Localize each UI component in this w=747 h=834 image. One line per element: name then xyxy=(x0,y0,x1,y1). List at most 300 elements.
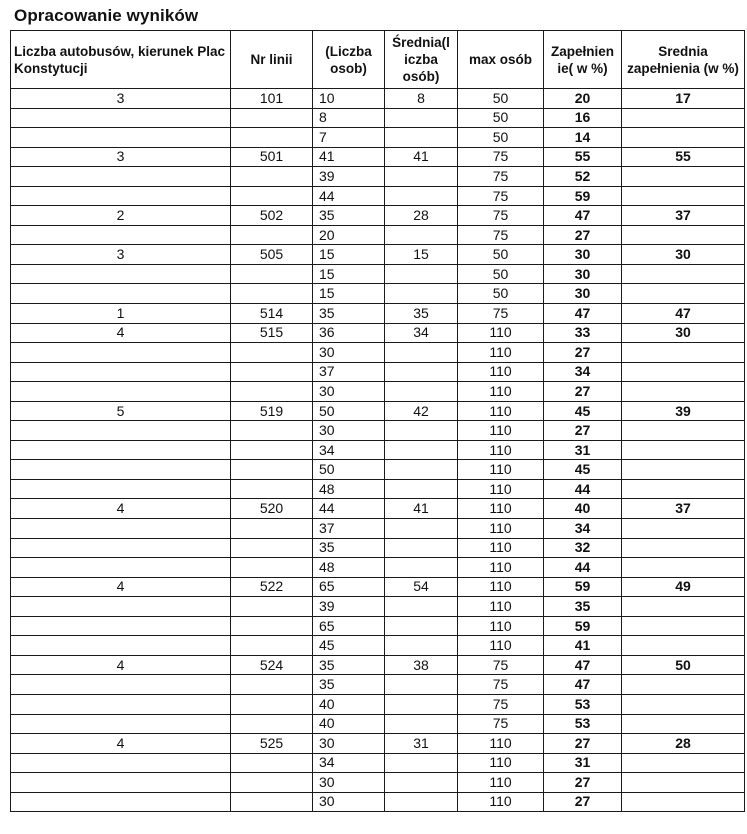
passenger-count-cell: 37 xyxy=(313,519,385,539)
passenger-count-cell: 65 xyxy=(313,616,385,636)
line-number-cell xyxy=(231,773,313,793)
average-occupancy-cell xyxy=(622,538,745,558)
line-number-cell xyxy=(231,694,313,714)
occupancy-cell: 52 xyxy=(544,167,622,187)
max-passengers-cell: 75 xyxy=(458,167,544,187)
bus-count-cell xyxy=(11,675,231,695)
average-occupancy-cell xyxy=(622,128,745,148)
passenger-count-cell: 35 xyxy=(313,304,385,324)
results-table xyxy=(10,30,745,812)
average-occupancy-cell xyxy=(622,479,745,499)
passenger-count-cell: 35 xyxy=(313,206,385,226)
table-row xyxy=(11,499,745,519)
occupancy-cell: 34 xyxy=(544,362,622,382)
passenger-count-cell: 30 xyxy=(313,382,385,402)
passenger-count-cell: 34 xyxy=(313,440,385,460)
bus-count-cell: 3 xyxy=(11,89,231,109)
average-passengers-cell xyxy=(385,128,458,148)
table-row xyxy=(11,655,745,675)
max-passengers-cell: 110 xyxy=(458,597,544,617)
average-passengers-cell xyxy=(385,558,458,578)
occupancy-cell: 45 xyxy=(544,460,622,480)
table-row xyxy=(11,108,745,128)
average-occupancy-cell xyxy=(622,753,745,773)
passenger-count-cell: 45 xyxy=(313,636,385,656)
occupancy-cell: 34 xyxy=(544,519,622,539)
average-passengers-cell xyxy=(385,362,458,382)
table-row xyxy=(11,440,745,460)
bus-count-cell: 4 xyxy=(11,323,231,343)
bus-count-cell xyxy=(11,479,231,499)
occupancy-cell: 35 xyxy=(544,597,622,617)
passenger-count-cell: 30 xyxy=(313,343,385,363)
occupancy-cell: 33 xyxy=(544,323,622,343)
bus-count-cell xyxy=(11,694,231,714)
table-row xyxy=(11,264,745,284)
passenger-count-cell: 36 xyxy=(313,323,385,343)
bus-count-cell xyxy=(11,597,231,617)
max-passengers-cell: 110 xyxy=(458,440,544,460)
bus-count-cell xyxy=(11,753,231,773)
line-number-cell xyxy=(231,108,313,128)
line-number-cell xyxy=(231,753,313,773)
occupancy-cell: 27 xyxy=(544,225,622,245)
occupancy-cell: 55 xyxy=(544,147,622,167)
occupancy-cell: 47 xyxy=(544,675,622,695)
average-passengers-cell xyxy=(385,597,458,617)
average-occupancy-cell xyxy=(622,382,745,402)
average-passengers-cell xyxy=(385,519,458,539)
occupancy-cell: 31 xyxy=(544,753,622,773)
line-number-cell xyxy=(231,343,313,363)
average-passengers-cell: 41 xyxy=(385,499,458,519)
table-row xyxy=(11,186,745,206)
occupancy-cell: 31 xyxy=(544,440,622,460)
line-number-cell: 514 xyxy=(231,304,313,324)
max-passengers-cell: 75 xyxy=(458,186,544,206)
bus-count-cell: 4 xyxy=(11,734,231,754)
average-occupancy-cell xyxy=(622,636,745,656)
bus-count-cell xyxy=(11,343,231,363)
bus-count-cell: 3 xyxy=(11,147,231,167)
line-number-cell: 519 xyxy=(231,401,313,421)
average-occupancy-cell xyxy=(622,714,745,734)
occupancy-cell: 47 xyxy=(544,304,622,324)
bus-count-cell xyxy=(11,519,231,539)
passenger-count-cell: 30 xyxy=(313,792,385,812)
average-passengers-cell: 34 xyxy=(385,323,458,343)
passenger-count-cell: 44 xyxy=(313,499,385,519)
average-passengers-cell: 41 xyxy=(385,147,458,167)
max-passengers-cell: 50 xyxy=(458,284,544,304)
max-passengers-cell: 110 xyxy=(458,519,544,539)
average-occupancy-cell: 17 xyxy=(622,89,745,109)
average-occupancy-cell: 47 xyxy=(622,304,745,324)
average-occupancy-cell xyxy=(622,264,745,284)
max-passengers-cell: 50 xyxy=(458,264,544,284)
average-occupancy-cell: 28 xyxy=(622,734,745,754)
table-row xyxy=(11,558,745,578)
max-passengers-cell: 110 xyxy=(458,382,544,402)
occupancy-cell: 14 xyxy=(544,128,622,148)
passenger-count-cell: 40 xyxy=(313,714,385,734)
bus-count-cell xyxy=(11,558,231,578)
table-row xyxy=(11,792,745,812)
average-passengers-cell xyxy=(385,382,458,402)
occupancy-cell: 27 xyxy=(544,343,622,363)
table-row xyxy=(11,616,745,636)
bus-count-cell: 4 xyxy=(11,499,231,519)
max-passengers-cell: 110 xyxy=(458,558,544,578)
average-passengers-cell xyxy=(385,675,458,695)
line-number-cell xyxy=(231,538,313,558)
average-occupancy-cell xyxy=(622,519,745,539)
header-row xyxy=(11,31,745,89)
line-number-cell xyxy=(231,460,313,480)
table-row xyxy=(11,284,745,304)
passenger-count-cell: 48 xyxy=(313,558,385,578)
table-row xyxy=(11,636,745,656)
average-passengers-cell: 35 xyxy=(385,304,458,324)
line-number-cell xyxy=(231,440,313,460)
occupancy-cell: 30 xyxy=(544,284,622,304)
table-row xyxy=(11,421,745,441)
average-occupancy-cell xyxy=(622,362,745,382)
average-passengers-cell xyxy=(385,284,458,304)
max-passengers-cell: 75 xyxy=(458,147,544,167)
occupancy-cell: 44 xyxy=(544,479,622,499)
line-number-cell xyxy=(231,714,313,734)
bus-count-cell xyxy=(11,264,231,284)
max-passengers-cell: 110 xyxy=(458,460,544,480)
passenger-count-cell: 40 xyxy=(313,694,385,714)
average-passengers-cell xyxy=(385,792,458,812)
average-occupancy-cell xyxy=(622,108,745,128)
header-occupancy: Zapełnien ie( w %) xyxy=(544,31,622,89)
bus-count-cell xyxy=(11,284,231,304)
average-occupancy-cell xyxy=(622,225,745,245)
passenger-count-cell: 50 xyxy=(313,401,385,421)
line-number-cell: 505 xyxy=(231,245,313,265)
occupancy-cell: 27 xyxy=(544,734,622,754)
line-number-cell: 502 xyxy=(231,206,313,226)
max-passengers-cell: 75 xyxy=(458,206,544,226)
occupancy-cell: 20 xyxy=(544,89,622,109)
average-passengers-cell xyxy=(385,460,458,480)
line-number-cell xyxy=(231,167,313,187)
max-passengers-cell: 110 xyxy=(458,343,544,363)
line-number-cell xyxy=(231,186,313,206)
occupancy-cell: 27 xyxy=(544,773,622,793)
passenger-count-cell: 39 xyxy=(313,597,385,617)
occupancy-cell: 45 xyxy=(544,401,622,421)
table-row xyxy=(11,577,745,597)
max-passengers-cell: 75 xyxy=(458,304,544,324)
header-line-number: Nr linii xyxy=(231,31,313,89)
average-occupancy-cell xyxy=(622,421,745,441)
passenger-count-cell: 30 xyxy=(313,773,385,793)
occupancy-cell: 53 xyxy=(544,694,622,714)
table-row xyxy=(11,128,745,148)
max-passengers-cell: 110 xyxy=(458,401,544,421)
max-passengers-cell: 110 xyxy=(458,792,544,812)
occupancy-cell: 59 xyxy=(544,616,622,636)
table-row xyxy=(11,362,745,382)
average-occupancy-cell xyxy=(622,616,745,636)
average-occupancy-cell xyxy=(622,284,745,304)
header-max-passengers: max osób xyxy=(458,31,544,89)
bus-count-cell xyxy=(11,538,231,558)
average-passengers-cell xyxy=(385,714,458,734)
passenger-count-cell: 44 xyxy=(313,186,385,206)
occupancy-cell: 40 xyxy=(544,499,622,519)
average-occupancy-cell xyxy=(622,343,745,363)
passenger-count-cell: 7 xyxy=(313,128,385,148)
average-passengers-cell xyxy=(385,538,458,558)
average-occupancy-cell: 30 xyxy=(622,245,745,265)
line-number-cell xyxy=(231,519,313,539)
bus-count-cell: 3 xyxy=(11,245,231,265)
occupancy-cell: 53 xyxy=(544,714,622,734)
max-passengers-cell: 50 xyxy=(458,245,544,265)
bus-count-cell xyxy=(11,792,231,812)
occupancy-cell: 27 xyxy=(544,792,622,812)
table-row xyxy=(11,519,745,539)
average-occupancy-cell: 30 xyxy=(622,323,745,343)
occupancy-cell: 27 xyxy=(544,382,622,402)
passenger-count-cell: 41 xyxy=(313,147,385,167)
line-number-cell xyxy=(231,362,313,382)
bus-count-cell xyxy=(11,616,231,636)
average-passengers-cell: 15 xyxy=(385,245,458,265)
header-bus-count: Liczba autobusów, kierunek Plac Konstytucji xyxy=(11,31,231,89)
average-passengers-cell xyxy=(385,636,458,656)
occupancy-cell: 59 xyxy=(544,577,622,597)
occupancy-cell: 44 xyxy=(544,558,622,578)
bus-count-cell xyxy=(11,167,231,187)
average-occupancy-cell xyxy=(622,440,745,460)
max-passengers-cell: 110 xyxy=(458,773,544,793)
bus-count-cell: 4 xyxy=(11,577,231,597)
table-row xyxy=(11,734,745,754)
line-number-cell xyxy=(231,558,313,578)
average-passengers-cell xyxy=(385,225,458,245)
passenger-count-cell: 35 xyxy=(313,538,385,558)
average-passengers-cell xyxy=(385,753,458,773)
table-row xyxy=(11,245,745,265)
average-occupancy-cell: 50 xyxy=(622,655,745,675)
passenger-count-cell: 20 xyxy=(313,225,385,245)
line-number-cell xyxy=(231,636,313,656)
line-number-cell: 520 xyxy=(231,499,313,519)
average-passengers-cell xyxy=(385,343,458,363)
passenger-count-cell: 35 xyxy=(313,675,385,695)
max-passengers-cell: 110 xyxy=(458,323,544,343)
bus-count-cell xyxy=(11,440,231,460)
average-passengers-cell xyxy=(385,479,458,499)
table-row xyxy=(11,167,745,187)
table-row xyxy=(11,323,745,343)
table-row xyxy=(11,714,745,734)
occupancy-cell: 27 xyxy=(544,421,622,441)
passenger-count-cell: 30 xyxy=(313,734,385,754)
average-passengers-cell: 28 xyxy=(385,206,458,226)
average-passengers-cell: 38 xyxy=(385,655,458,675)
line-number-cell xyxy=(231,675,313,695)
bus-count-cell: 1 xyxy=(11,304,231,324)
average-occupancy-cell xyxy=(622,186,745,206)
average-occupancy-cell xyxy=(622,167,745,187)
table-row xyxy=(11,694,745,714)
bus-count-cell xyxy=(11,108,231,128)
bus-count-cell xyxy=(11,128,231,148)
average-occupancy-cell xyxy=(622,558,745,578)
average-passengers-cell: 42 xyxy=(385,401,458,421)
line-number-cell xyxy=(231,597,313,617)
max-passengers-cell: 110 xyxy=(458,636,544,656)
max-passengers-cell: 110 xyxy=(458,499,544,519)
bus-count-cell xyxy=(11,186,231,206)
average-occupancy-cell: 37 xyxy=(622,499,745,519)
average-occupancy-cell xyxy=(622,694,745,714)
table-row xyxy=(11,675,745,695)
line-number-cell: 515 xyxy=(231,323,313,343)
line-number-cell: 525 xyxy=(231,734,313,754)
line-number-cell xyxy=(231,284,313,304)
bus-count-cell xyxy=(11,714,231,734)
line-number-cell xyxy=(231,616,313,636)
max-passengers-cell: 75 xyxy=(458,714,544,734)
bus-count-cell xyxy=(11,460,231,480)
average-passengers-cell xyxy=(385,186,458,206)
bus-count-cell xyxy=(11,773,231,793)
average-passengers-cell xyxy=(385,616,458,636)
max-passengers-cell: 110 xyxy=(458,421,544,441)
passenger-count-cell: 15 xyxy=(313,264,385,284)
bus-count-cell xyxy=(11,362,231,382)
table-row xyxy=(11,538,745,558)
passenger-count-cell: 30 xyxy=(313,421,385,441)
passenger-count-cell: 37 xyxy=(313,362,385,382)
average-passengers-cell xyxy=(385,108,458,128)
passenger-count-cell: 65 xyxy=(313,577,385,597)
average-passengers-cell: 31 xyxy=(385,734,458,754)
table-row xyxy=(11,382,745,402)
page-title: Opracowanie wyników xyxy=(14,6,199,25)
passenger-count-cell: 48 xyxy=(313,479,385,499)
passenger-count-cell: 15 xyxy=(313,245,385,265)
average-passengers-cell xyxy=(385,264,458,284)
passenger-count-cell: 50 xyxy=(313,460,385,480)
average-occupancy-cell xyxy=(622,773,745,793)
bus-count-cell: 5 xyxy=(11,401,231,421)
line-number-cell: 524 xyxy=(231,655,313,675)
occupancy-cell: 32 xyxy=(544,538,622,558)
occupancy-cell: 41 xyxy=(544,636,622,656)
average-occupancy-cell xyxy=(622,792,745,812)
max-passengers-cell: 110 xyxy=(458,479,544,499)
bus-count-cell: 2 xyxy=(11,206,231,226)
table-row xyxy=(11,401,745,421)
header-passenger-count: (Liczba osob) xyxy=(313,31,385,89)
line-number-cell: 522 xyxy=(231,577,313,597)
passenger-count-cell: 8 xyxy=(313,108,385,128)
passenger-count-cell: 39 xyxy=(313,167,385,187)
average-passengers-cell xyxy=(385,773,458,793)
line-number-cell xyxy=(231,421,313,441)
occupancy-cell: 30 xyxy=(544,264,622,284)
average-occupancy-cell: 55 xyxy=(622,147,745,167)
table-row xyxy=(11,206,745,226)
average-occupancy-cell: 37 xyxy=(622,206,745,226)
table-row xyxy=(11,597,745,617)
table-row xyxy=(11,147,745,167)
bus-count-cell: 4 xyxy=(11,655,231,675)
max-passengers-cell: 110 xyxy=(458,362,544,382)
passenger-count-cell: 10 xyxy=(313,89,385,109)
max-passengers-cell: 75 xyxy=(458,694,544,714)
line-number-cell xyxy=(231,479,313,499)
occupancy-cell: 16 xyxy=(544,108,622,128)
occupancy-cell: 30 xyxy=(544,245,622,265)
header-average-occupancy: Srednia zapełnienia (w %) xyxy=(622,31,745,89)
max-passengers-cell: 50 xyxy=(458,128,544,148)
bus-count-cell xyxy=(11,382,231,402)
line-number-cell xyxy=(231,792,313,812)
max-passengers-cell: 75 xyxy=(458,225,544,245)
bus-count-cell xyxy=(11,421,231,441)
max-passengers-cell: 110 xyxy=(458,577,544,597)
occupancy-cell: 59 xyxy=(544,186,622,206)
max-passengers-cell: 75 xyxy=(458,675,544,695)
average-passengers-cell xyxy=(385,421,458,441)
line-number-cell: 501 xyxy=(231,147,313,167)
max-passengers-cell: 50 xyxy=(458,108,544,128)
average-occupancy-cell: 49 xyxy=(622,577,745,597)
table-row xyxy=(11,773,745,793)
line-number-cell xyxy=(231,225,313,245)
max-passengers-cell: 50 xyxy=(458,89,544,109)
average-occupancy-cell xyxy=(622,675,745,695)
header-average-passengers: Średnia(l iczba osób) xyxy=(385,31,458,89)
average-occupancy-cell xyxy=(622,597,745,617)
average-occupancy-cell xyxy=(622,460,745,480)
table-row xyxy=(11,479,745,499)
table-row xyxy=(11,460,745,480)
average-passengers-cell xyxy=(385,440,458,460)
max-passengers-cell: 110 xyxy=(458,734,544,754)
average-passengers-cell xyxy=(385,167,458,187)
bus-count-cell xyxy=(11,636,231,656)
occupancy-cell: 47 xyxy=(544,206,622,226)
passenger-count-cell: 34 xyxy=(313,753,385,773)
max-passengers-cell: 110 xyxy=(458,616,544,636)
line-number-cell xyxy=(231,382,313,402)
max-passengers-cell: 75 xyxy=(458,655,544,675)
table-row xyxy=(11,89,745,109)
table-row xyxy=(11,343,745,363)
average-passengers-cell xyxy=(385,694,458,714)
average-occupancy-cell: 39 xyxy=(622,401,745,421)
line-number-cell: 101 xyxy=(231,89,313,109)
table-row xyxy=(11,753,745,773)
passenger-count-cell: 15 xyxy=(313,284,385,304)
passenger-count-cell: 35 xyxy=(313,655,385,675)
bus-count-cell xyxy=(11,225,231,245)
average-passengers-cell: 54 xyxy=(385,577,458,597)
table-body xyxy=(11,89,745,812)
max-passengers-cell: 110 xyxy=(458,753,544,773)
